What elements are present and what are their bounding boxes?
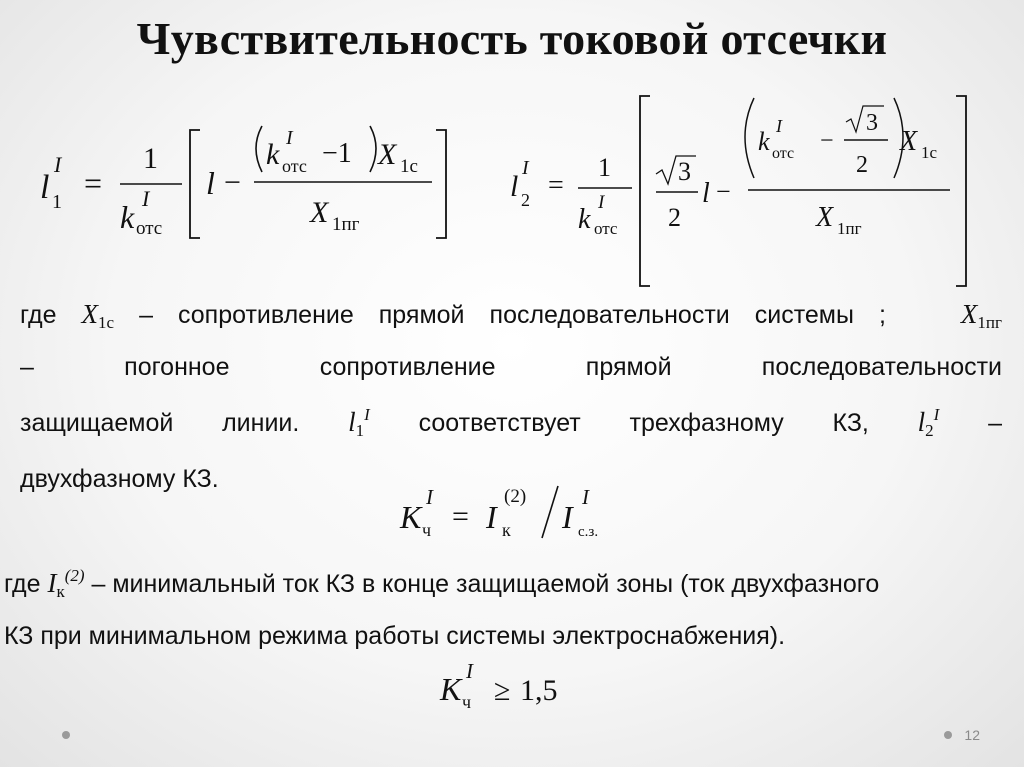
f2-num: 1 bbox=[598, 153, 611, 182]
f2-x: X bbox=[900, 126, 918, 157]
f2-k2: k bbox=[758, 127, 770, 156]
f3-eq: = bbox=[452, 500, 469, 533]
para1-line2: – погонное сопротивление прямой последовательности bbox=[20, 353, 1003, 381]
right-bullet-dot bbox=[944, 731, 952, 739]
f1-den-sub: 1пг bbox=[332, 214, 360, 235]
f4-rel: ≥ bbox=[494, 674, 511, 707]
f2-den: X bbox=[816, 202, 834, 233]
f1-k2-sub: отс bbox=[282, 156, 307, 176]
f4-val: 1,5 bbox=[520, 674, 558, 707]
f3-k: K bbox=[400, 499, 422, 535]
f3-k-sup: I bbox=[426, 485, 433, 509]
formula-l2 bbox=[510, 92, 980, 292]
left-bullet-dot bbox=[62, 731, 70, 739]
f3-i2-sup: I bbox=[582, 485, 589, 509]
f2-den-sub: 1пг bbox=[837, 219, 862, 238]
f2-x-sub: 1с bbox=[921, 143, 938, 162]
f2-sqrt: 3 bbox=[678, 157, 691, 186]
f1-k-sub: отс bbox=[136, 218, 163, 239]
page-title: Чувствительность токовой отсечки bbox=[136, 13, 888, 64]
f2-two: 2 bbox=[668, 203, 681, 232]
f3-i: I bbox=[486, 499, 497, 535]
formula-l1 bbox=[40, 120, 480, 250]
f2-lhs-sup: I bbox=[522, 157, 529, 179]
page-number: 12 bbox=[964, 727, 980, 743]
f2-k2-sub: отс bbox=[772, 145, 795, 162]
f4-k-sup: I bbox=[466, 660, 473, 683]
f1-lhs: l bbox=[40, 169, 50, 206]
f2-sqrt2: 3 bbox=[866, 110, 878, 136]
formula-sensitivity bbox=[396, 478, 636, 550]
f2-two2: 2 bbox=[856, 152, 868, 178]
f2-l: l bbox=[702, 178, 710, 209]
f2-k-sub: отс bbox=[594, 219, 618, 238]
f2-lhs-sub: 2 bbox=[521, 190, 530, 210]
current-description-paragraph bbox=[4, 554, 1016, 658]
f1-lhs-sub: 1 bbox=[52, 191, 62, 213]
f1-k2-sup: I bbox=[286, 127, 293, 149]
f2-lhs: l bbox=[510, 170, 519, 203]
f1-minus: − bbox=[224, 166, 241, 199]
f3-i2: I bbox=[562, 499, 573, 535]
para1-line1: где $X_{1с}$ – сопротивление прямой последовательности системы ; $X_{1пг}$ bbox=[20, 299, 1002, 332]
f3-i2-sub: с.з. bbox=[578, 524, 599, 540]
f3-k-sub: ч bbox=[422, 520, 432, 540]
f2-k-sup: I bbox=[598, 192, 605, 213]
f2-k2-sup: I bbox=[776, 116, 782, 136]
f1-k: k bbox=[120, 199, 135, 235]
f1-eq: = bbox=[84, 165, 103, 201]
f3-i-sup: (2) bbox=[504, 486, 527, 507]
f1-l: l bbox=[206, 165, 215, 201]
para1-line3: защищаемой линии. $l_1^I$ соответствует трехфазному КЗ, $l_2^I$ – bbox=[20, 405, 1003, 440]
f2-k: k bbox=[578, 204, 591, 235]
f2-minus: − bbox=[716, 177, 731, 206]
f4-k-sub: ч bbox=[462, 692, 472, 712]
f1-k-sup: I bbox=[142, 186, 150, 211]
f1-x-sub: 1с bbox=[400, 156, 418, 177]
f1-den: X bbox=[310, 196, 329, 229]
formula-condition bbox=[436, 660, 586, 720]
f1-x: X bbox=[378, 138, 397, 171]
f4-k: K bbox=[440, 671, 462, 707]
f1-inner: −1 bbox=[322, 138, 352, 169]
f1-num: 1 bbox=[143, 142, 158, 175]
para1-line4: двухфазному КЗ. bbox=[20, 465, 219, 493]
f2-minus2: − bbox=[820, 128, 834, 154]
f2-eq: = bbox=[548, 170, 564, 201]
f3-i-sub: к bbox=[502, 520, 511, 540]
description-paragraph bbox=[20, 292, 1002, 501]
f1-k2: k bbox=[266, 138, 280, 171]
f1-lhs-sup: I bbox=[54, 152, 62, 177]
para2-line2: КЗ при минимальном режима работы системы электроснабжения). bbox=[4, 622, 786, 650]
para2-line1: где $I_к^{(2)}$ – минимальный ток КЗ в конце защищаемой зоны (ток двухфазного bbox=[4, 566, 880, 601]
